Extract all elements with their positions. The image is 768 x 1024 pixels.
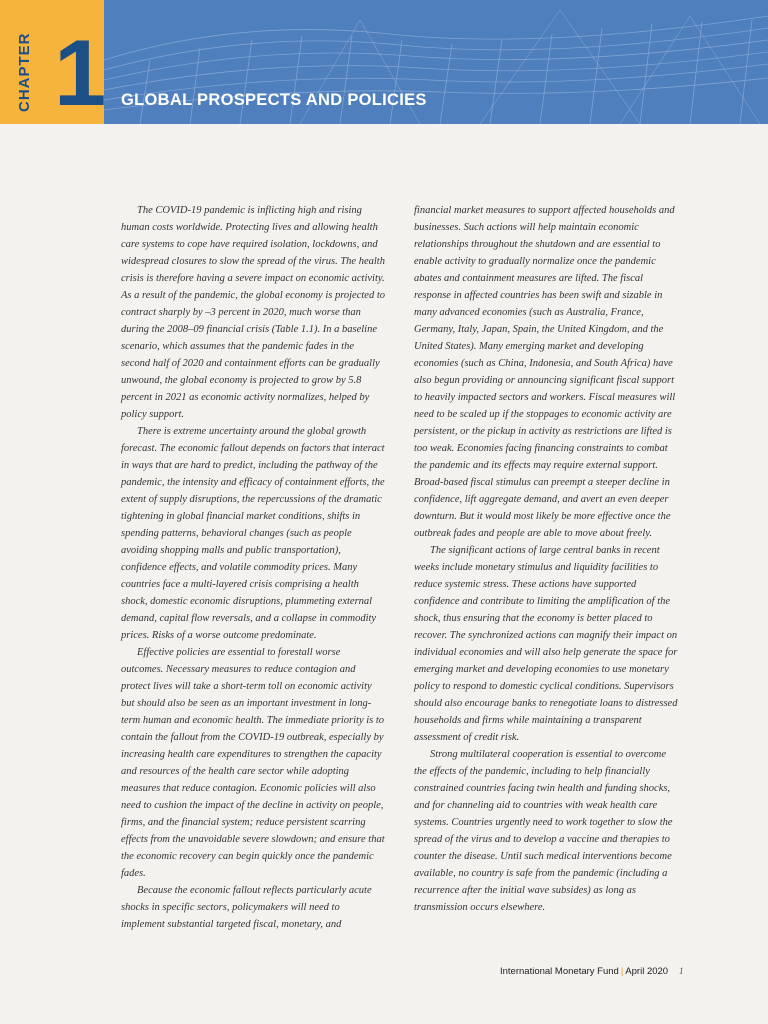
page-number: 1 (679, 966, 684, 976)
page-footer (500, 966, 668, 977)
paragraph: The significant actions of large central banks in recent weeks include monetary stimulus and liquidity facilities to reduce systemic stress. These actions have supported confidence and contribute to limiting the amplification of the shock, thus ensuring that the economy is better placed to recover. The synchronized actions can magnify their impact on individual economies and will also help generate the space for emerging market and developing economies to use monetary policy to respond to domestic cyclical conditions. Supervisors should also encourage banks to renegotiate loans to distressed households and firms while maintaining a transparent assessment of credit risk. (414, 545, 678, 743)
chapter-number: 1 (54, 20, 107, 124)
right-column (414, 202, 678, 916)
paragraph-continuation: financial market measures to support affected households and businesses. Such actions will help maintain economic relationships throughout the shutdown and are essential to enable activity to gradually normalize once the pandemic abates and containment measures are lifted. The fiscal response in affected countries has been swift and sizable in many advanced economies (such as Australia, France, Germany, Italy, Japan, Spain, the United Kingdom, and the United States). Many emerging market and developing economies (such as China, Indonesia, and South Africa) have also begun providing or announcing significant fiscal support to heavily impacted sectors and workers. Fiscal measures will need to be scaled up if the stoppages to economic activity are persistent, or the pickup in activity as restrictions are lifted is too weak. Economies facing financing constraints to combat the pandemic and its effects may require external support. Broad-based fiscal stimulus can preempt a steeper decline in confidence, lift aggregate demand, and avert an even deeper downturn. But it would most likely be more effective once the outbreak fades and people are able to move about freely. (414, 205, 676, 539)
chapter-banner (0, 0, 768, 124)
chapter-title: GLOBAL PROSPECTS AND POLICIES (121, 91, 427, 109)
paragraph: Strong multilateral cooperation is essential to overcome the effects of the pandemic, including to help financially constrained countries facing twin health and funding shocks, and for channeling aid to countries with weak health care systems. Countries urgently need to work together to slow the spread of the virus and to develop a vaccine and therapies to counter the disease. Until such medical interventions become available, no country is safe from the pandemic (including a recurrence after the initial wave subsides) as long as transmission occurs elsewhere. (414, 749, 673, 913)
footer-separator: | (620, 966, 624, 977)
left-column (121, 202, 385, 933)
footer-date: April 2020 (625, 966, 669, 977)
chapter-tab (0, 0, 107, 124)
paragraph: Because the economic fallout reflects particularly acute shocks in specific sectors, policymakers will need to implement substantial targeted fiscal, monetary, and (121, 885, 372, 930)
chapter-label: CHAPTER (16, 32, 33, 112)
paragraph: There is extreme uncertainty around the global growth forecast. The economic fallout depends on factors that interact in ways that are hard to predict, including the pathway of the pandemic, the intensity and efficacy of containment efforts, the extent of supply disruptions, the repercussions of the dramatic tightening in global financial market conditions, shifts in spending patterns, behavioral changes (such as people avoiding shopping malls and public transportation), confidence effects, and volatile commodity prices. Many countries face a multi-layered crisis comprising a health shock, domestic economic disruptions, plummeting external demand, capital flow reversals, and a collapse in commodity prices. Risks of a worse outcome predominate. (121, 426, 385, 641)
paragraph: Effective policies are essential to forestall worse outcomes. Necessary measures to reduce contagion and protect lives will take a short-term toll on economic activity but should also be seen as an important investment in long-term human and economic health. The immediate priority is to contain the fallout from the COVID-19 outbreak, especially by increasing health care expenditures to strengthen the capacity and resources of the health care sector while adopting measures that reduce contagion. Economic policies will also need to cushion the impact of the decline in activity on people, firms, and the financial system; reduce persistent scarring effects from the unavoidable severe slowdown; and ensure that the economic recovery can begin quickly once the pandemic fades. (121, 647, 385, 879)
footer-publisher: International Monetary Fund (500, 966, 619, 977)
paragraph: The COVID-19 pandemic is inflicting high and rising human costs worldwide. Protecting lives and allowing health care systems to cope have required isolation, lockdowns, and widespread closures to slow the spread of the virus. The health crisis is therefore having a severe impact on economic activity. As a result of the pandemic, the global economy is projected to contract sharply by –3 percent in 2020, much worse than during the 2008–09 financial crisis (Table 1.1). In a baseline scenario, which assumes that the pandemic fades in the second half of 2020 and containment efforts can be gradually unwound, the global economy is projected to grow by 5.8 percent in 2021 as economic activity normalizes, helped by policy support. (121, 205, 386, 420)
